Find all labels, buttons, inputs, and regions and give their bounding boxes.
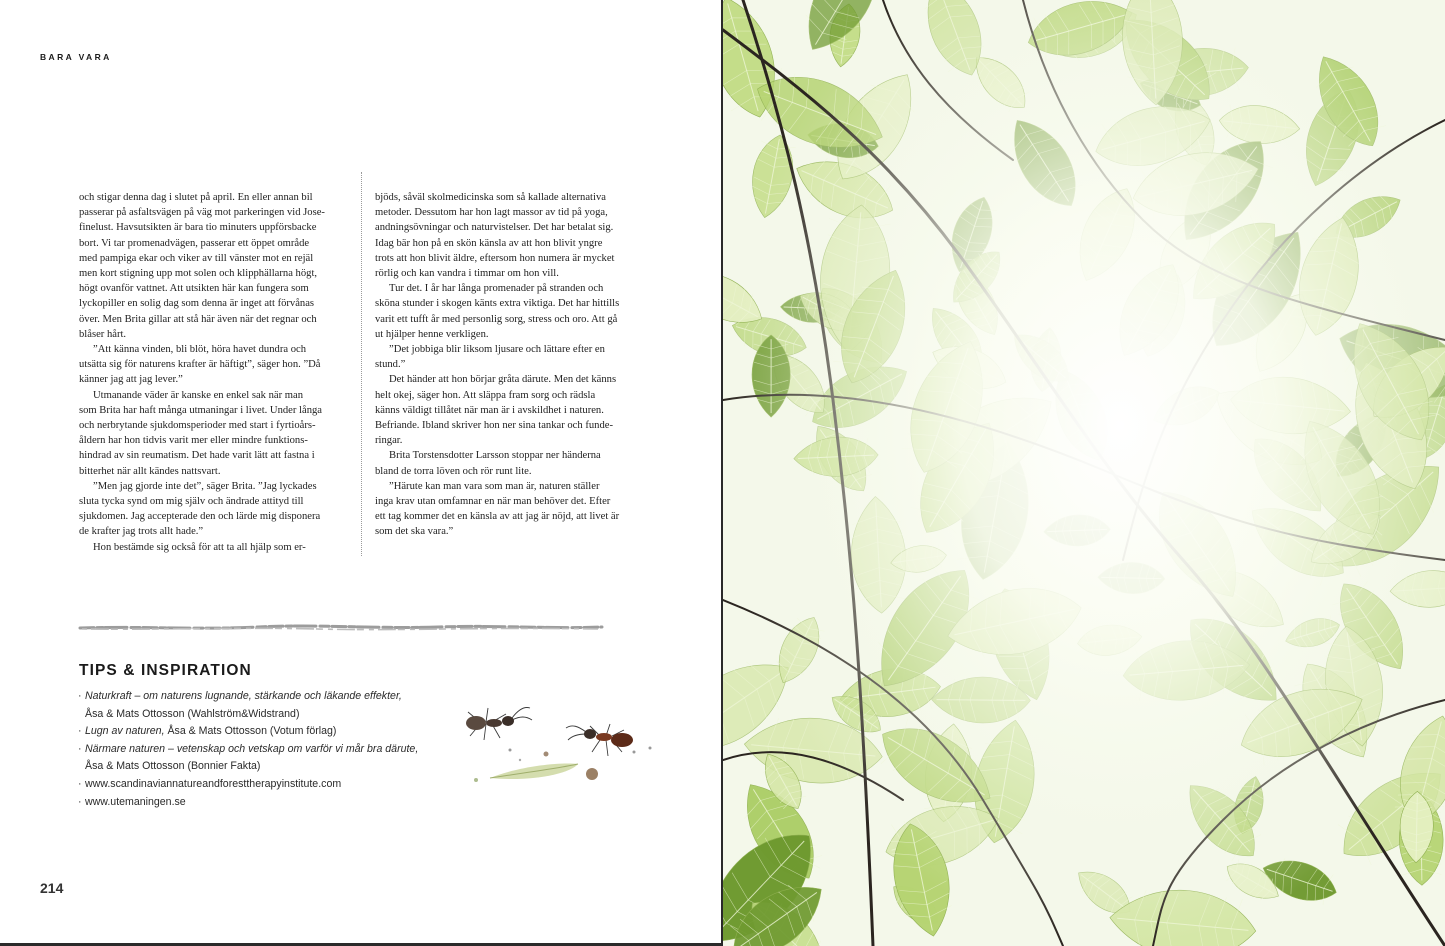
book-authors: Åsa & Mats Ottosson (Votum förlag) [164,725,337,738]
book-authors: Åsa & Mats Ottosson (Bonnier Fakta) [85,760,261,773]
article-paragraph: ”Att känna vinden, bli blöt, höra havet dundra och utsätta sig för naturens krafter är häftigt”, säger hon. ”Då känner jag att jag lever.” [79,344,321,386]
book-title: Naturkraft – om naturens lugnande, stärkande och läkande effekter, [85,690,402,702]
section-header: BARA VARA [40,52,112,62]
tips-title: TIPS & INSPIRATION [79,662,252,679]
tips-list-item [78,741,448,776]
article-paragraph: Brita Torstensdotter Larsson stoppar ner händerna bland de torra löven och rör runt lite. [375,450,601,477]
article-paragraph: ”Men jag gjorde inte det”, säger Brita. ”Jag lyckades sluta tycka synd om mig själv och ändrade attityd till sjukdomen. Jag accepterade den och lärde mig disponera de krafter jag trots allt hade.” [79,480,321,538]
right-page [723,0,1445,946]
column-divider [361,172,362,556]
article-column-1 [79,190,347,555]
article-paragraph: ”Härute kan man vara som man är, naturen ställer inga krav utan omfamnar en när man behöver det. Efter ett tag kommer det en känsla av att jag är nöjd, att livet är som det ska vara.” [375,480,620,538]
article-paragraph: ”Det jobbiga blir liksom ljusare och lättare efter en stund.” [375,344,605,371]
web-link[interactable]: www.utemaningen.se [85,795,186,808]
page-number: 214 [40,880,64,896]
left-page [0,0,721,946]
tips-list-item [78,723,448,741]
tips-list-item [78,688,448,723]
book-title: Lugn av naturen, [85,725,165,738]
article-paragraph: bjöds, såväl skolmedicinska som så kallade alternativa metoder. Dessutom har hon lagt massor av tid på yoga, andningsövningar och naturvistelser. Det har betalat sig. Idag bär hon på en skön känsla av att hon blivit yngre trots att hon blivit äldre, eftersom hon numera är mycket rörlig och kan vandra i timmar om hon vill. [375,192,615,280]
article-paragraph: Utmanande väder är kanske en enkel sak när man som Brita har haft många utmaningar i livet. Under långa och nerbrytande sjukdomsperioder med start i fyrtioårs- åldern har hon tidvis varit mer eller mindre funktions- hindrad av sin reumatism. Det hade varit lätt att fastna i bitterhet när allt kändes nattsvart. [79,389,322,477]
book-authors: Åsa & Mats Ottosson (Wahlström&Widstrand) [85,707,300,720]
beech-leaves-photo [723,0,1445,946]
article-paragraph: Hon bestämde sig också för att ta all hjälp som er- [93,541,306,553]
tips-list-item[interactable] [78,776,448,794]
brush-stroke-divider [78,622,604,634]
tips-list [78,688,448,811]
tips-list-item[interactable] [78,794,448,812]
article-paragraph: Tur det. I år har långa promenader på stranden och sköna stunder i skogen känts extra viktiga. Det har hittills varit ett tufft år med personlig sorg, stress och oro. Att gå ut hjälper henne verkligen. [375,283,620,340]
book-title: Närmare naturen – vetenskap och vetskap om varför vi mår bra därute, [85,742,419,755]
ants-illustration [450,690,670,790]
article-column-2 [375,190,643,540]
article-paragraph: och stigar denna dag i slutet på april. En eller annan bil passerar på asfaltsvägen på väg mot parkeringen vid Jose- finelust. Havsutsikten är bara tio minuters uppförsbacke bort. Vi tar promenadvägen, passerar ett öppet område med pampiga ekar och viker av till vänster mot en rejäl men kort stigning upp mot solen och klipphällarna högt, högt ovanför vattnet. Att utsikten här kan fungera som lyckopiller en solig dag som denna är inget att förvånas över. Men Brita gillar att stå här även när det regnar och blåser hårt. [79,192,325,340]
web-link[interactable]: www.scandinaviannatureandforesttherapyinstitute.com [85,777,342,790]
article-paragraph: Det händer att hon börjar gråta därute. Men det känns helt okej, säger hon. Att släppa fram sorg och rädsla känns väldigt tillåtet när man är i avskildhet i naturen. Befriande. Ibland skriver hon ner sina tankar och funde- ringar. [375,374,617,447]
